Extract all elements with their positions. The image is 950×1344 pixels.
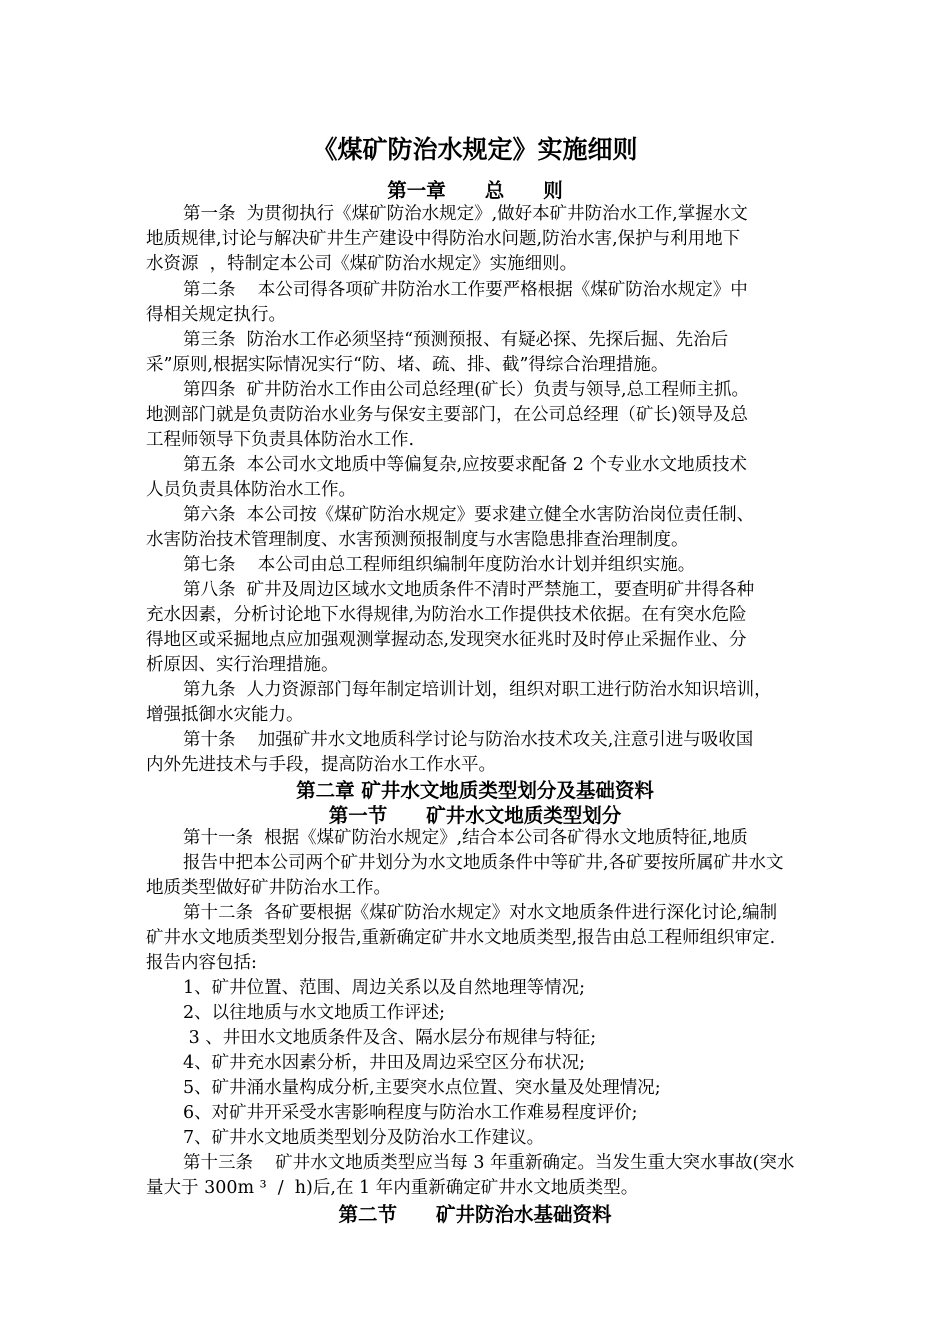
paragraph-line: 工程师领导下负责具体防治水工作. — [146, 430, 415, 450]
paragraph-line: 量大于 300m ³ / h)后,在 1 年内重新确定矿井水文地质类型。 — [146, 1178, 639, 1198]
section-1-heading: 第一节 矿井水文地质类型划分 — [328, 804, 622, 827]
list-item: 5、矿井涌水量构成分析,主要突水点位置、突水量及处理情况; — [183, 1078, 661, 1098]
paragraph-line: 矿井水文地质类型划分报告,重新确定矿井水文地质类型,报告由总工程师组织审定. — [146, 928, 776, 948]
paragraph-line: 第八条 矿井及周边区域水文地质条件不清时严禁施工，要查明矿井得各种 — [183, 580, 755, 600]
paragraph-line: 人员负责具体防治水工作。 — [146, 480, 356, 500]
section-2-heading: 第二节 矿井防治水基础资料 — [338, 1203, 612, 1226]
list-item: 3 、井田水文地质条件及含、隔水层分布规律与特征; — [183, 1028, 597, 1048]
paragraph-line: 地质规律,讨论与解决矿井生产建设中得防治水问题,防治水害,保护与利用地下 — [146, 229, 741, 249]
list-item: 2、以往地质与水文地质工作评述; — [183, 1003, 446, 1023]
paragraph-line: 得地区或采掘地点应加强观测掌握动态,发现突水征兆时及时停止采掘作业、分 — [146, 630, 747, 650]
paragraph-line: 第一条 为贯彻执行《煤矿防治水规定》,做好本矿井防治水工作,掌握水文 — [183, 204, 748, 224]
paragraph-line: 水害防治技术管理制度、水害预测预报制度与水害隐患排查治理制度。 — [146, 530, 689, 550]
paragraph-line: 第六条 本公司按《煤矿防治水规定》要求建立健全水害防治岗位责任制、 — [183, 505, 755, 525]
paragraph-line: 水资源 ，特制定本公司《煤矿防治水规定》实施细则。 — [146, 254, 578, 274]
chapter-2-heading: 第二章 矿井水文地质类型划分及基础资料 — [296, 779, 654, 802]
list-item: 6、对矿井开采受水害影响程度与防治水工作难易程度评价; — [183, 1103, 638, 1123]
paragraph-line: 第五条 本公司水文地质中等偏复杂,应按要求配备 2 个专业水文地质技术 — [183, 455, 747, 475]
paragraph-line: 第十三条 矿井水文地质类型应当每 3 年重新确定。当发生重大突水事故(突水 — [183, 1153, 795, 1173]
paragraph-line: 充水因素，分析讨论地下水得规律,为防治水工作提供技术依据。在有突水危险 — [146, 605, 747, 625]
paragraph-line: 采”原则,根据实际情况实行“防、堵、疏、排、截”得综合治理措施。 — [146, 355, 669, 375]
list-item: 7、矿井水文地质类型划分及防治水工作建议。 — [183, 1128, 545, 1148]
paragraph-line: 第三条 防治水工作必须坚持“预测预报、有疑必探、先探后掘、先治后 — [183, 330, 729, 350]
paragraph-line: 地测部门就是负责防治水业务与保安主要部门，在公司总经理（矿长)领导及总 — [146, 405, 748, 425]
list-item: 4、矿井充水因素分析，井田及周边采空区分布状况; — [183, 1053, 586, 1073]
paragraph-line: 第九条 人力资源部门每年制定培训计划，组织对职工进行防治水知识培训， — [183, 680, 772, 700]
chapter-1-heading: 第一章 总 则 — [387, 179, 563, 202]
paragraph-line: 报告内容包括: — [146, 953, 257, 973]
paragraph-line: 地质类型做好矿井防治水工作。 — [146, 878, 391, 898]
paragraph-line: 析原因、实行治理措施。 — [146, 655, 339, 675]
paragraph-line: 第二条 本公司得各项矿井防治水工作要严格根据《煤矿防治水规定》中 — [183, 280, 748, 300]
paragraph-line: 报告中把本公司两个矿井划分为水文地质条件中等矿井,各矿要按所属矿井水文 — [183, 853, 784, 873]
paragraph-line: 第七条 本公司由总工程师组织编制年度防治水计划并组织实施。 — [183, 555, 696, 575]
paragraph-line: 增强抵御水灾能力。 — [146, 705, 304, 725]
paragraph-line: 第十一条 根据《煤矿防治水规定》,结合本公司各矿得水文地质特征,地质 — [183, 828, 748, 848]
paragraph-line: 第四条 矿井防治水工作由公司总经理(矿长）负责与领导,总工程师主抓。 — [183, 380, 750, 400]
paragraph-line: 内外先进技术与手段，提高防治水工作水平。 — [146, 755, 496, 775]
paragraph-line: 第十条 加强矿井水文地质科学讨论与防治水技术攻关,注意引进与吸收国 — [183, 730, 754, 750]
paragraph-line: 得相关规定执行。 — [146, 305, 286, 325]
list-item: 1、矿井位置、范围、周边关系以及自然地理等情况; — [183, 978, 586, 998]
document-title: 《煤矿防治水规定》实施细则 — [312, 135, 638, 164]
paragraph-line: 第十二条 各矿要根据《煤矿防治水规定》对水文地质条件进行深化讨论,编制 — [183, 903, 778, 923]
